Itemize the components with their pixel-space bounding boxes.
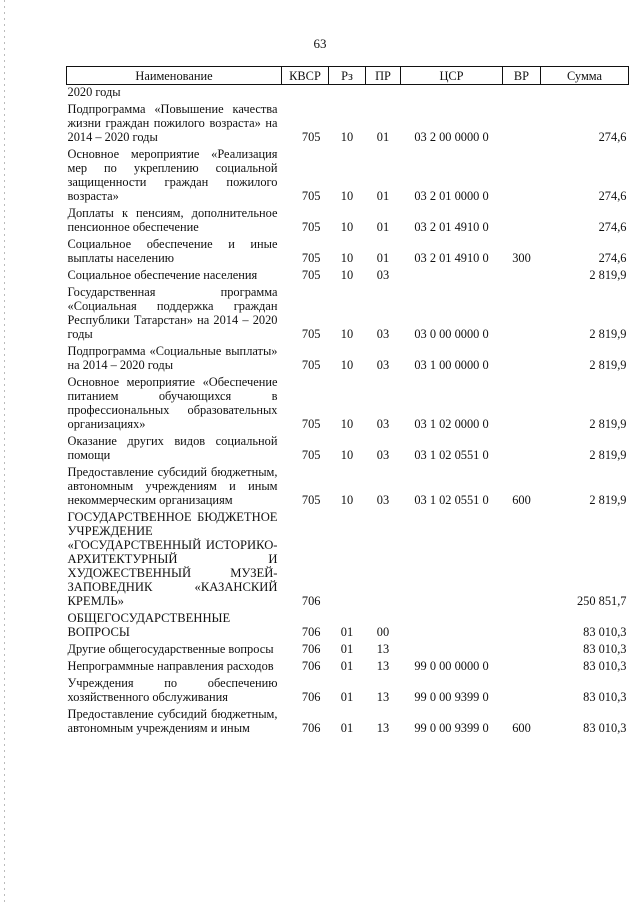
cell-pr: 03	[376, 268, 390, 282]
cell-kvsr: 705	[301, 493, 321, 507]
cell-sum: 83 010,3	[583, 690, 627, 704]
cell-vr: 300	[512, 251, 531, 265]
cell-csr: 99 0 00 0000 0	[414, 659, 489, 673]
cell-vr	[503, 341, 541, 372]
cell-pr: 03	[376, 448, 390, 462]
cell-sum: 83 010,3	[583, 642, 627, 656]
cell-sum: 2 819,9	[589, 417, 627, 431]
cell-kvsr: 706	[301, 642, 321, 656]
cell-kvsr: 705	[301, 189, 321, 203]
cell-kvsr: 705	[301, 220, 321, 234]
cell-name: Социальное обеспечение и иные выплаты населению	[67, 237, 278, 265]
cell-csr	[401, 507, 503, 608]
cell-rz: 01	[340, 659, 354, 673]
table-row	[67, 99, 629, 144]
cell-kvsr: 705	[301, 251, 321, 265]
cell-sum: 2 819,9	[589, 493, 627, 507]
cell-kvsr: 706	[301, 625, 321, 639]
cell-kvsr: 705	[301, 448, 321, 462]
page-number: 63	[313, 36, 327, 51]
cell-csr	[401, 265, 503, 282]
cell-name: Основное мероприятие «Обеспечение питанием обучающихся в профессиональных образовательных организациях»	[67, 375, 278, 431]
cell-vr	[503, 99, 541, 144]
cell-sum: 250 851,7	[576, 594, 627, 608]
header-pr: ПР	[366, 67, 401, 85]
cell-rz: 10	[340, 448, 354, 462]
cell-sum	[541, 85, 629, 100]
cell-pr	[366, 507, 401, 608]
header-sum: Сумма	[541, 67, 629, 85]
cell-vr	[503, 608, 541, 639]
cell-pr: 13	[376, 642, 390, 656]
table-row	[67, 144, 629, 203]
cell-rz: 10	[340, 220, 354, 234]
cell-pr: 01	[376, 251, 390, 265]
cell-rz: 10	[340, 189, 354, 203]
cell-kvsr: 705	[301, 358, 321, 372]
cell-csr: 03 1 02 0551 0	[414, 493, 489, 507]
cell-sum: 2 819,9	[589, 268, 627, 282]
table-row	[67, 704, 629, 735]
cell-csr	[401, 639, 503, 656]
cell-pr: 13	[376, 690, 390, 704]
cell-vr	[503, 507, 541, 608]
cell-kvsr: 706	[301, 659, 321, 673]
cell-pr: 01	[376, 189, 390, 203]
cell-name: Другие общегосударственные вопросы	[67, 642, 274, 656]
table-row	[67, 282, 629, 341]
cell-kvsr: 705	[301, 130, 321, 144]
cell-csr: 03 1 02 0551 0	[414, 448, 489, 462]
cell-name: Предоставление субсидий бюджетным, автономным учреждениям и иным	[67, 707, 278, 735]
cell-rz: 01	[340, 642, 354, 656]
cell-csr: 03 2 01 4910 0	[414, 251, 489, 265]
cell-kvsr: 706	[301, 594, 321, 608]
cell-rz: 10	[340, 358, 354, 372]
cell-rz: 01	[340, 690, 354, 704]
cell-csr: 03 0 00 0000 0	[414, 327, 489, 341]
cell-sum: 83 010,3	[583, 659, 627, 673]
cell-pr: 03	[376, 358, 390, 372]
table-row	[67, 608, 629, 639]
cell-name: Учреждения по обеспечению хозяйственного обслуживания	[67, 676, 278, 704]
cell-pr: 03	[376, 493, 390, 507]
cell-name: ГОСУДАРСТВЕННОЕ БЮДЖЕТНОЕ УЧРЕЖДЕНИЕ «ГОСУДАРСТВЕННЫЙ ИСТОРИКО-АРХИТЕКТУРНЫЙ И ХУДОЖЕСТВЕННЫЙ МУЗЕЙ-ЗАПОВЕДНИК «КАЗАНСКИЙ КРЕМЛЬ»	[67, 510, 278, 608]
cell-name: Подпрограмма «Повышение качества жизни граждан пожилого возраста» на 2014 – 2020 годы	[67, 102, 278, 144]
cell-rz: 01	[340, 721, 354, 735]
table-row	[67, 341, 629, 372]
table-body	[67, 85, 629, 736]
budget-table	[66, 66, 629, 735]
cell-sum: 274,6	[598, 189, 627, 203]
cell-rz: 10	[340, 251, 354, 265]
cell-sum: 2 819,9	[589, 327, 627, 341]
table-row	[67, 85, 629, 100]
cell-vr: 600	[512, 493, 531, 507]
cell-rz	[329, 507, 366, 608]
cell-pr: 01	[376, 130, 390, 144]
cell-csr: 03 2 00 0000 0	[414, 130, 489, 144]
cell-csr	[401, 85, 503, 100]
table-row	[67, 462, 629, 507]
table-row	[67, 673, 629, 704]
cell-vr	[503, 282, 541, 341]
cell-name: Основное мероприятие «Реализация мер по укреплению социальной защищенности граждан пожилого возраста»	[67, 147, 278, 203]
cell-kvsr: 706	[301, 721, 321, 735]
cell-rz: 10	[340, 493, 354, 507]
cell-name: 2020 годы	[67, 85, 121, 99]
cell-rz: 01	[340, 625, 354, 639]
header-kvsr: КВСР	[282, 67, 329, 85]
header-vr: ВР	[503, 67, 541, 85]
cell-rz: 10	[340, 130, 354, 144]
cell-csr: 99 0 00 9399 0	[414, 690, 489, 704]
cell-name: ОБЩЕГОСУДАРСТВЕННЫЕ ВОПРОСЫ	[67, 611, 231, 639]
scan-edge-marks	[4, 0, 5, 905]
cell-csr	[401, 608, 503, 639]
table-row	[67, 431, 629, 462]
cell-sum: 274,6	[598, 220, 627, 234]
cell-csr: 03 1 02 0000 0	[414, 417, 489, 431]
cell-vr	[503, 639, 541, 656]
cell-name: Социальное обеспечение населения	[67, 268, 258, 282]
cell-vr: 600	[512, 721, 531, 735]
cell-name: Доплаты к пенсиям, дополнительное пенсионное обеспечение	[67, 206, 278, 234]
header-rz: Рз	[329, 67, 366, 85]
cell-vr	[503, 656, 541, 673]
cell-vr	[503, 673, 541, 704]
cell-csr: 99 0 00 9399 0	[414, 721, 489, 735]
table-row	[67, 656, 629, 673]
cell-vr	[503, 85, 541, 100]
cell-vr	[503, 372, 541, 431]
cell-pr: 03	[376, 417, 390, 431]
cell-sum: 83 010,3	[583, 625, 627, 639]
table-row	[67, 507, 629, 608]
cell-sum: 2 819,9	[589, 358, 627, 372]
cell-sum: 274,6	[598, 251, 627, 265]
cell-kvsr: 705	[301, 268, 321, 282]
cell-kvsr: 706	[301, 690, 321, 704]
cell-pr: 13	[376, 659, 390, 673]
cell-kvsr: 705	[301, 417, 321, 431]
table-header	[67, 67, 629, 85]
cell-vr	[503, 203, 541, 234]
header-csr: ЦСР	[401, 67, 503, 85]
cell-sum: 83 010,3	[583, 721, 627, 735]
cell-sum: 274,6	[598, 130, 627, 144]
table-row	[67, 372, 629, 431]
cell-csr: 03 2 01 4910 0	[414, 220, 489, 234]
cell-rz: 10	[340, 417, 354, 431]
cell-pr: 00	[376, 625, 390, 639]
cell-name: Непрограммные направления расходов	[67, 659, 274, 673]
cell-rz: 10	[340, 268, 354, 282]
table-row	[67, 234, 629, 265]
cell-kvsr	[282, 85, 329, 100]
cell-pr: 03	[376, 327, 390, 341]
table-row	[67, 639, 629, 656]
cell-name: Государственная программа «Социальная поддержка граждан Республики Татарстан» на 2014 – 2020 годы	[67, 285, 278, 341]
table-row	[67, 265, 629, 282]
table-row	[67, 203, 629, 234]
cell-name: Предоставление субсидий бюджетным, автономным учреждениям и иным некоммерческим организациям	[67, 465, 278, 507]
cell-sum: 2 819,9	[589, 448, 627, 462]
cell-vr	[503, 431, 541, 462]
cell-pr	[366, 85, 401, 100]
header-name: Наименование	[67, 67, 282, 85]
cell-name: Подпрограмма «Социальные выплаты» на 2014 – 2020 годы	[67, 344, 278, 372]
cell-rz	[329, 85, 366, 100]
cell-csr: 03 2 01 0000 0	[414, 189, 489, 203]
cell-name: Оказание других видов социальной помощи	[67, 434, 278, 462]
cell-vr	[503, 144, 541, 203]
cell-pr: 01	[376, 220, 390, 234]
cell-csr: 03 1 00 0000 0	[414, 358, 489, 372]
cell-rz: 10	[340, 327, 354, 341]
cell-vr	[503, 265, 541, 282]
cell-kvsr: 705	[301, 327, 321, 341]
cell-pr: 13	[376, 721, 390, 735]
